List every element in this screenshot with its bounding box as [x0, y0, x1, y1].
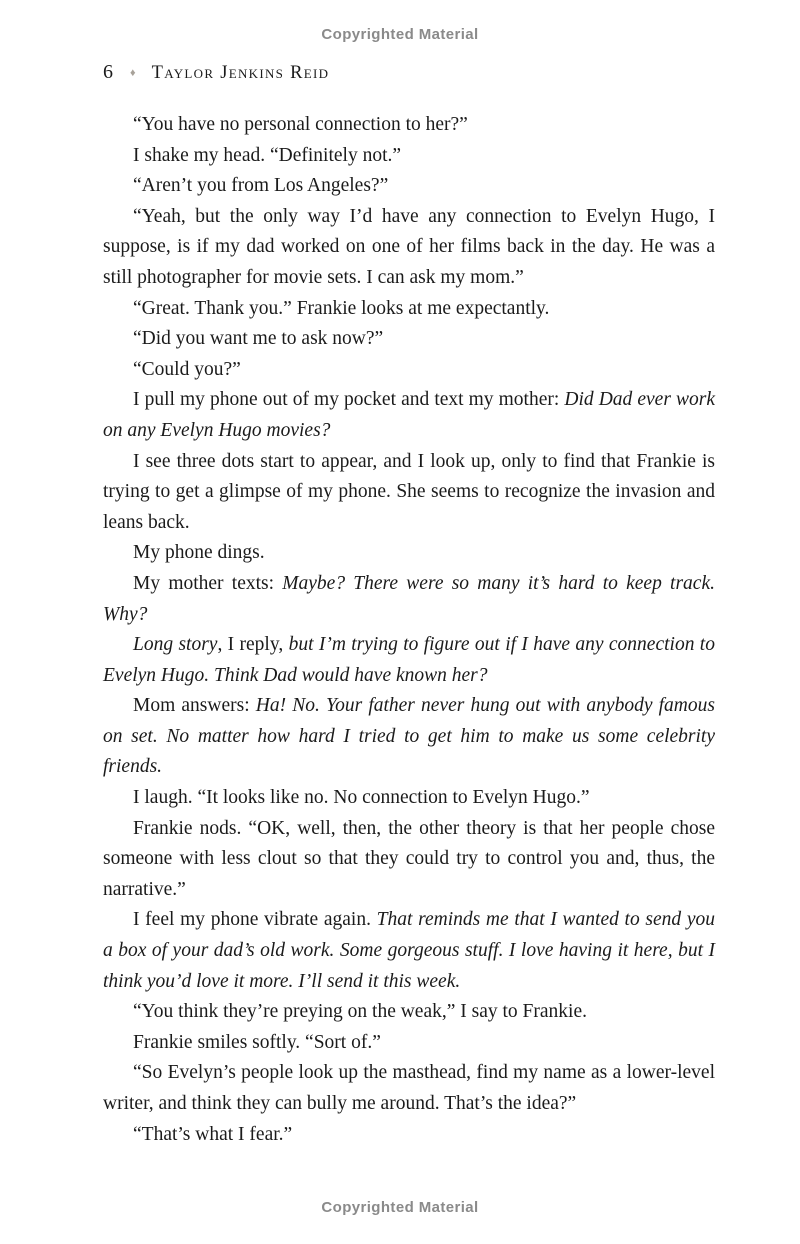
paragraph — [103, 1120, 715, 1151]
paragraph — [103, 1058, 715, 1119]
paragraph — [103, 355, 715, 386]
text-run-italic: Long story — [133, 634, 218, 656]
paragraph — [103, 569, 715, 630]
text-run: , I reply, — [217, 634, 289, 656]
text-run-italic: Maybe? There were so many it’s hard to keep track. Why? — [103, 572, 715, 625]
text-run: “You have no personal connection to her?” — [133, 114, 468, 135]
text-run: I shake my head. “Definitely not.” — [133, 144, 402, 166]
paragraph — [103, 905, 715, 997]
paragraph — [103, 783, 715, 814]
copyright-notice-bottom: Copyrighted Material — [321, 1199, 479, 1216]
text-run: Frankie smiles softly. “Sort of.” — [133, 1031, 381, 1053]
text-run: “So Evelyn’s people look up the masthead, find my name as a lower-level writer, and think they can bully me around. That’s the idea?” — [103, 1062, 715, 1114]
text-run: I laugh. “It looks like no. No connection to Evelyn Hugo.” — [133, 787, 590, 809]
text-run-italic: Ha! No. Your father never hung out with anybody famous on set. No matter how hard I tried to get him to make us some celebrity friends. — [103, 695, 715, 778]
body-text — [103, 110, 715, 1150]
diamond-separator-icon: ♦ — [130, 67, 136, 79]
text-run: I feel my phone vibrate again. — [133, 909, 377, 931]
text-run: “Great. Thank you.” Frankie looks at me expectantly. — [133, 297, 550, 319]
paragraph — [103, 324, 715, 355]
text-run: “Yeah, but the only way I’d have any connection to Evelyn Hugo, I suppose, is if my dad worked on one of her films back in the day. He was a still photographer for movie sets. I can ask my mom.” — [103, 205, 715, 288]
text-run: “That’s what I fear.” — [133, 1123, 293, 1145]
paragraph — [103, 385, 715, 446]
paragraph — [103, 997, 715, 1028]
paragraph — [103, 447, 715, 539]
running-head-author: Taylor Jenkins Reid — [151, 63, 330, 83]
text-run: Mom answers: — [133, 695, 256, 717]
running-header — [103, 61, 329, 84]
text-run: I pull my phone out of my pocket and text my mother: — [133, 389, 565, 411]
paragraph — [103, 171, 715, 202]
text-run: “Did you want me to ask now?” — [133, 328, 384, 350]
paragraph — [103, 630, 715, 691]
text-run: My mother texts: — [133, 572, 283, 594]
text-run-italic: but I’m trying to figure out if I have any connection to Evelyn Hugo. Think Dad would have known her? — [103, 634, 715, 686]
paragraph — [103, 202, 715, 294]
paragraph — [103, 691, 715, 783]
page-number: 6 — [103, 61, 113, 83]
text-run-italic: Did Dad ever work on any Evelyn Hugo movies? — [103, 389, 715, 441]
text-run: “You think they’re preying on the weak,” I say to Frankie. — [133, 1001, 587, 1023]
text-run: “Aren’t you from Los Angeles?” — [133, 175, 389, 197]
paragraph — [103, 538, 715, 569]
paragraph — [103, 141, 715, 172]
copyright-notice-top: Copyrighted Material — [321, 26, 479, 43]
paragraph — [103, 814, 715, 906]
paragraph — [103, 294, 715, 325]
text-run: “Could you?” — [133, 358, 241, 380]
text-run: I see three dots start to appear, and I look up, only to find that Frankie is trying to get a glimpse of my phone. She seems to recognize the invasion and leans back. — [103, 450, 715, 533]
text-run: My phone dings. — [133, 542, 265, 564]
text-run: Frankie nods. “OK, well, then, the other theory is that her people chose someone with less clout so that they could try to control you and, thus, the narrative.” — [103, 817, 715, 900]
paragraph — [103, 110, 715, 141]
text-run-italic: That reminds me that I wanted to send you a box of your dad’s old work. Some gorgeous stuff. I love having it here, but I think you’d love it more. I’ll send it this week. — [103, 909, 715, 992]
paragraph — [103, 1028, 715, 1059]
